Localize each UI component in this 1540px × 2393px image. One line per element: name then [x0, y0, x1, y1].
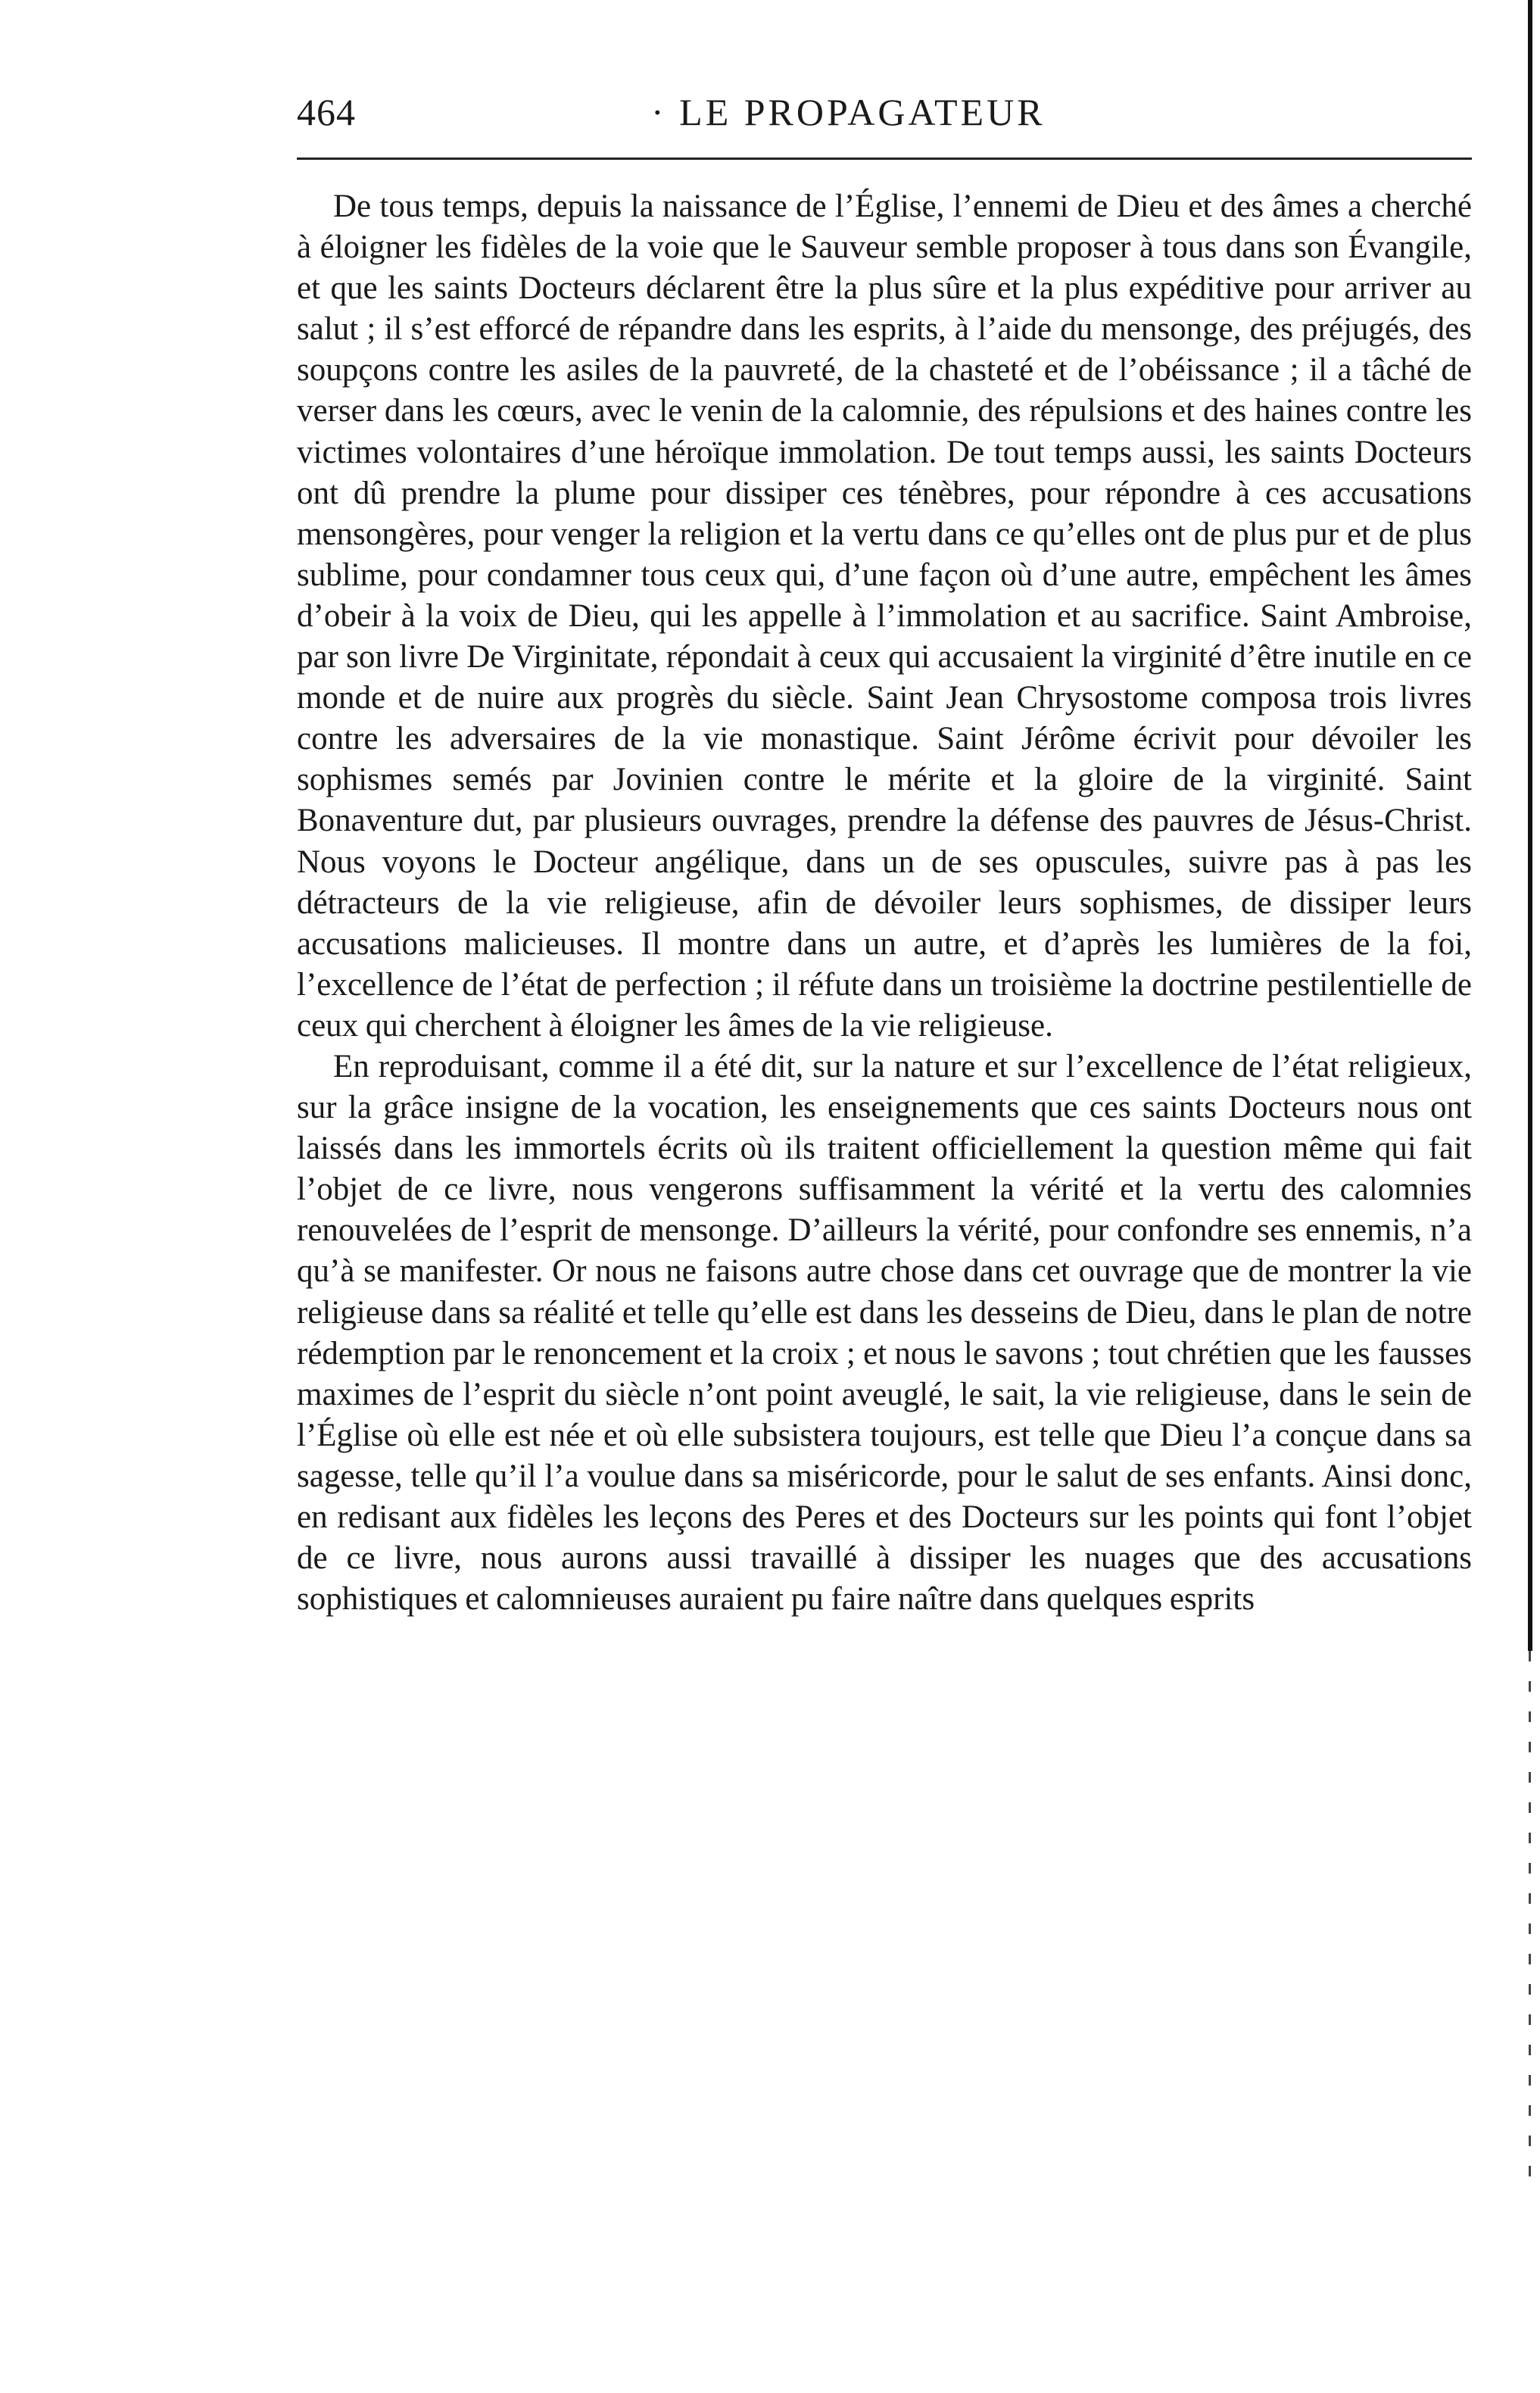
paragraph: En reproduisant, comme il a été dit, sur la nature et sur l’excellence de l’état religieux, sur la grâce insigne de la vocation, les enseignements que ces saints Docteurs nous ont laissés dans les immortels écrits où ils traitent officiellement la question même qui fait l’objet de ce livre, nous vengerons suffisamment la vérité et la vertu des calomnies renouvelées de l’esprit de mensonge. D’ailleurs la vérité, pour confondre ses ennemis, n’a qu’à se manifester. Or nous ne faisons autre chose dans cet ouvrage que de montrer la vie religieuse dans sa réalité et telle qu’elle est dans les desseins de Dieu, dans le plan de notre rédemption par le renoncement et la croix ; et nous le savons ; tout chrétien que les fausses maximes de l’esprit du siècle n’ont point aveuglé, le sait, la vie religieuse, dans le sein de l’Église où elle est née et où elle subsistera toujours, est telle que Dieu l’a conçue dans sa sagesse, telle qu’il l’a voulue dans sa miséricorde, pour le salut de ses enfants. Ainsi donc, en redisant aux fidèles les leçons des Peres et des Docteurs sur les points qui font l’objet de ce livre, nous aurons aussi travaillé à dissiper les nuages que des accusations sophistiques et calomnieuses auraient pu faire naître dans quelques esprits	[297, 1048, 1472, 1618]
header-rule	[297, 158, 1472, 160]
body-text	[297, 186, 1472, 1620]
page-number: 464	[297, 91, 356, 133]
running-title: · LE PROPAGATEUR	[651, 91, 1046, 133]
page-edge-border	[1528, 0, 1532, 1651]
page-edge-border-faded	[1529, 1651, 1531, 2181]
page-header	[297, 82, 1472, 142]
paragraph: De tous temps, depuis la naissance de l’Église, l’ennemi de Dieu et des âmes a cherché à éloigner les fidèles de la voie que le Sauveur semble proposer à tous dans son Évangile, et que les saints Docteurs déclarent être la plus sûre et la plus expéditive pour arriver au salut ; il s’est efforcé de répandre dans les esprits, à l’aide du mensonge, des préjugés, des soupçons contre les asiles de la pauvreté, de la chasteté et de l’obéissance ; il a tâché de verser dans les cœurs, avec le venin de la calomnie, des répulsions et des haines contre les victimes volontaires d’une héroïque immolation. De tout temps aussi, les saints Docteurs ont dû prendre la plume pour dissiper ces ténèbres, pour répondre à ces accusations mensongères, pour venger la religion et la vertu dans ce qu’elles ont de plus pur et de plus sublime, pour condamner tous ceux qui, d’une façon où d’une autre, empêchent les âmes d’obeir à la voix de Dieu, qui les appelle à l’immolation et au sacrifice. Saint Ambroise, par son livre De Virginitate, répondait à ceux qui accusaient la virginité d’être inutile en ce monde et de nuire aux progrès du siècle. Saint Jean Chrysostome composa trois livres contre les adversaires de la vie monastique. Saint Jérôme écrivit pour dévoiler les sophismes semés par Jovinien contre le mérite et la gloire de la virginité. Saint Bonaventure dut, par plusieurs ouvrages, prendre la défense des pauvres de Jésus-Christ. Nous voyons le Docteur angélique, dans un de ses opuscules, suivre pas à pas les détracteurs de la vie religieuse, afin de dévoiler leurs sophismes, de dissiper leurs accusations malicieuses. Il montre dans un autre, et d’après les lumières de la foi, l’excellence de l’état de perfection ; il réfute dans un troisième la doctrine pestilentielle de ceux qui cherchent à éloigner les âmes de la vie religieuse.	[297, 189, 1472, 1044]
